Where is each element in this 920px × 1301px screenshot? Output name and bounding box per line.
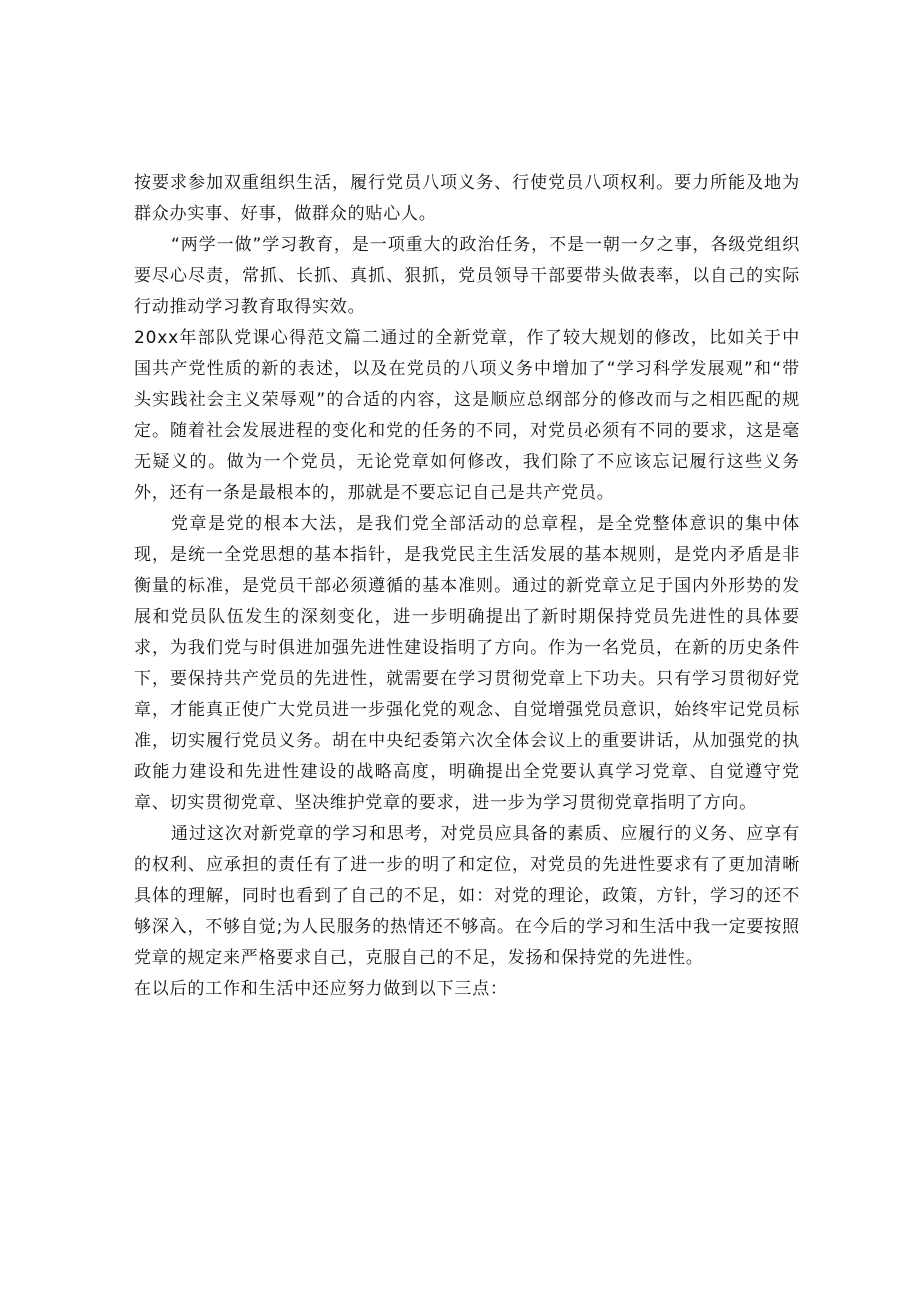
document-body: [134, 168, 800, 1005]
paragraph-5: 通过这次对新党章的学习和思考，对党员应具备的素质、应履行的义务、应享有的权利、应承担的责任有了进一步的明了和定位，对党员的先进性要求有了更加清晰具体的理解，同时也看到了自己的不足，如：对党的理论，政策，方针，学习的还不够深入，不够自觉;为人民服务的热情还不够高。在今后的学习和生活中我一定要按照党章的规定来严格要求自己，克服自己的不足，发扬和保持党的先进性。: [134, 824, 800, 968]
paragraph-2: “两学一做”学习教育，是一项重大的政治任务，不是一朝一夕之事，各级党组织要尽心尽责，常抓、长抓、真抓、狠抓，党员领导干部要带头做表率，以自己的实际行动推动学习教育取得实效。: [134, 235, 800, 317]
paragraph-4: 党章是党的根本大法，是我们党全部活动的总章程，是全党整体意识的集中体现，是统一全党思想的基本指针，是我党民主生活发展的基本规则，是党内矛盾是非衡量的标准，是党员干部必须遵循的基本准则。通过的新党章立足于国内外形势的发展和党员队伍发生的深刻变化，进一步明确提出了新时期保持党员先进性的具体要求，为我们党与时俱进加强先进性建设指明了方向。作为一名党员，在新的历史条件下，要保持共产党员的先进性，就需要在学习贯彻党章上下功夫。只有学习贯彻好党章，才能真正使广大党员进一步强化党的观念、自觉增强党员意识，始终牢记党员标准，切实履行党员义务。胡在中央纪委第六次全体会议上的重要讲话，从加强党的执政能力建设和先进性建设的战略高度，明确提出全党要认真学习党章、自觉遵守党章、切实贯彻党章、坚决维护党章的要求，进一步为学习贯彻党章指明了方向。: [134, 514, 800, 813]
paragraph-3: 20xx年部队党课心得范文篇二通过的全新党章，作了较大规划的修改，比如关于中国共产党性质的新的表述，以及在党员的八项义务中增加了“学习科学发展观”和“带头实践社会主义荣辱观”的合适的内容，这是顺应总纲部分的修改而与之相匹配的规定。随着社会发展进程的变化和党的任务的不同，对党员必须有不同的要求，这是毫无疑义的。做为一个党员，无论党章如何修改，我们除了不应该忘记履行这些义务外，还有一条是最根本的，那就是不要忘记自己是共产党员。: [134, 328, 800, 503]
paragraph-6: 在以后的工作和生活中还应努力做到以下三点：: [134, 979, 508, 999]
paragraph-1: 按要求参加双重组织生活，履行党员八项义务、行使党员八项权利。要力所能及地为群众办实事、好事，做群众的贴心人。: [134, 173, 800, 224]
